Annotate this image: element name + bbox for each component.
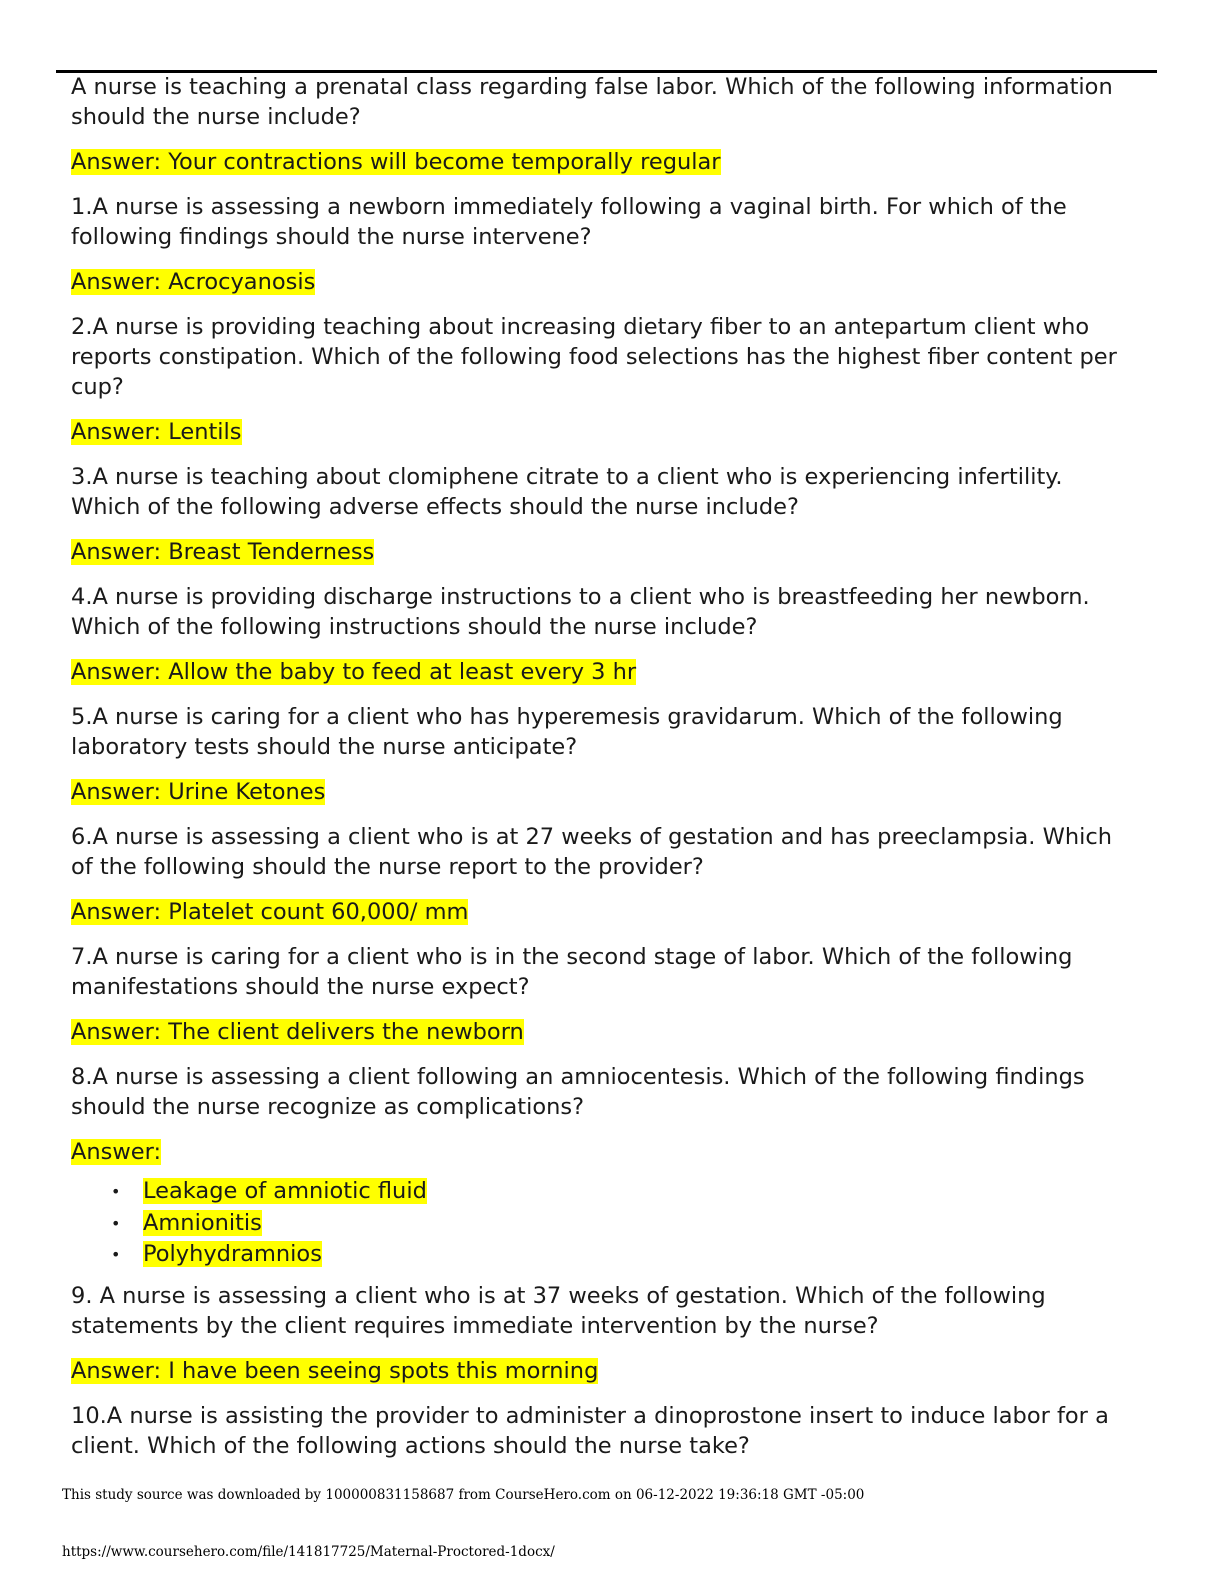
answer-2: Answer: Lentils	[71, 419, 242, 445]
question-7: 7.A nurse is caring for a client who is in the second stage of labor. Which of the following manifestations should the nurse expect?	[71, 944, 1073, 1000]
answer-7: Answer: The client delivers the newborn	[71, 1019, 524, 1045]
bullet-icon: •	[111, 1213, 121, 1233]
answer-8-list	[71, 1176, 1131, 1271]
list-item: • Amnionitis	[71, 1208, 1131, 1240]
question-9: 9. A nurse is assessing a client who is at 37 weeks of gestation. Which of the following statements by the client requires immediate intervention by the nurse?	[71, 1282, 1046, 1339]
question-10: 10.A nurse is assisting the provider to administer a dinoprostone insert to induce labor for a client. Which of the following actions should the nurse take?	[71, 1402, 1109, 1459]
question-intro: A nurse is teaching a prenatal class regarding false labor. Which of the following information should the nurse include?	[71, 74, 1113, 130]
question-3: 3.A nurse is teaching about clomiphene citrate to a client who is experiencing infertility. Which of the following adverse effects should the nurse include?	[71, 464, 1063, 520]
list-item: • Polyhydramnios	[71, 1239, 1131, 1271]
answer-intro: Answer: Your contractions will become temporally regular	[71, 149, 721, 175]
question-8: 8.A nurse is assessing a client following an amniocentesis. Which of the following findings should the nurse recognize as complications?	[71, 1064, 1085, 1120]
source-notice: This study source was downloaded by 100000831158687 from CourseHero.com on 06-12-2022 19:36:18 GMT -05:00	[62, 1487, 865, 1503]
question-2: 2.A nurse is providing teaching about increasing dietary fiber to an antepartum client who reports constipation. Which of the following food selections has the highest fiber content per cup?	[71, 314, 1117, 400]
answer-4: Answer: Allow the baby to feed at least every 3 hr	[71, 659, 637, 685]
source-url-link[interactable]: https://www.coursehero.com/file/141817725/Maternal-Proctored-1docx/	[62, 1544, 555, 1560]
answer-8: Answer:	[71, 1139, 162, 1165]
bullet-icon: •	[111, 1182, 121, 1201]
answer-1: Answer: Acrocyanosis	[71, 269, 316, 295]
question-4: 4.A nurse is providing discharge instructions to a client who is breastfeeding her newborn. Which of the following instructions should the nurse include?	[71, 584, 1090, 640]
question-1: 1.A nurse is assessing a newborn immediately following a vaginal birth. For which of the following findings should the nurse intervene?	[71, 194, 1067, 250]
answer-3: Answer: Breast Tenderness	[71, 539, 375, 565]
answer-5: Answer: Urine Ketones	[71, 779, 326, 805]
document-body	[71, 72, 1131, 1476]
list-item: • Leakage of amniotic fluid	[71, 1176, 1131, 1208]
answer-6: Answer: Platelet count 60,000/ mm	[71, 899, 469, 925]
question-6: 6.A nurse is assessing a client who is at 27 weeks of gestation and has preeclampsia. Which of the following should the nurse report to the provider?	[71, 824, 1112, 880]
bullet-icon: •	[111, 1245, 121, 1264]
answer-9: Answer: I have been seeing spots this morning	[71, 1357, 599, 1384]
question-5: 5.A nurse is caring for a client who has hyperemesis gravidarum. Which of the following laboratory tests should the nurse anticipate?	[71, 704, 1063, 760]
